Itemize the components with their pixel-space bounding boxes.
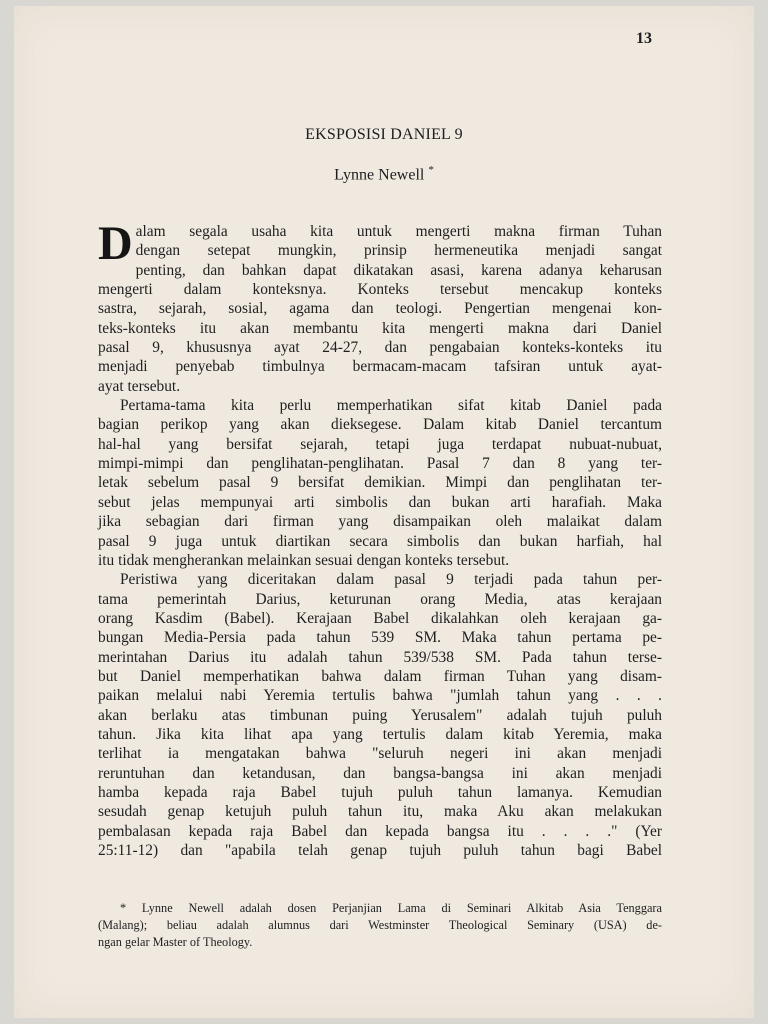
footnote-line: * Lynne Newell adalah dosen Perjanjian Lama di Seminari Alkitab Asia Tenggara bbox=[120, 901, 662, 915]
body-line: terlihat ia mengatakan bahwa "seluruh negeri ini akan menjadi bbox=[98, 745, 662, 763]
body-line: Pertama-tama kita perlu memperhatikan sifat kitab Daniel pada bbox=[120, 397, 662, 415]
body-line: letak sebelum pasal 9 bersifat demikian. Mimpi dan penglihatan ter- bbox=[98, 474, 662, 492]
body-line: teks-konteks itu akan membantu kita mengerti makna dari Daniel bbox=[98, 319, 662, 337]
footnote-marker: * bbox=[428, 164, 434, 176]
article-body bbox=[98, 217, 662, 860]
body-line: jika sebagian dari firman yang disampaikan oleh malaikat dalam bbox=[98, 513, 662, 531]
body-line: menjadi penyebab timbulnya bermacam-macam tafsiran untuk ayat- bbox=[98, 358, 662, 376]
body-line: but Daniel memperhatikan bahwa dalam firman Tuhan yang disam- bbox=[98, 667, 662, 685]
body-line: bungan Media-Persia pada tahun 539 SM. Maka tahun pertama pe- bbox=[98, 629, 662, 647]
body-line: mimpi-mimpi dan penglihatan-penglihatan. Pasal 7 dan 8 yang ter- bbox=[98, 455, 662, 473]
body-line: dengan setepat mungkin, prinsip hermeneutika menjadi sangat bbox=[135, 242, 662, 260]
body-line: 25:11-12) dan "apabila telah genap tujuh puluh tahun bagi Babel bbox=[98, 842, 662, 859]
page-number: 13 bbox=[636, 30, 652, 47]
body-line: tama pemerintah Darius, keturunan orang Media, atas kerajaan bbox=[98, 590, 662, 608]
body-line: hamba kepada raja Babel tujuh puluh tahun lamanya. Kemudian bbox=[98, 783, 662, 801]
body-line: merintahan Darius itu adalah tahun 539/538 SM. Pada tahun terse- bbox=[98, 648, 662, 666]
body-line: mengerti dalam konteksnya. Konteks tersebut mencakup konteks bbox=[98, 281, 662, 299]
body-line: sastra, sejarah, sosial, agama dan teologi. Pengertian mengenai kon- bbox=[98, 300, 662, 318]
body-line: pasal 9 juga untuk diartikan secara simbolis dan bukan harfiah, hal bbox=[98, 532, 662, 550]
drop-cap: D bbox=[98, 217, 133, 270]
body-line: Peristiwa yang diceritakan dalam pasal 9 terjadi pada tahun per- bbox=[120, 571, 662, 589]
author-line bbox=[0, 164, 768, 184]
body-line: sesudah genap ketujuh puluh tahun itu, maka Aku akan melakukan bbox=[98, 803, 662, 821]
footnote bbox=[98, 900, 662, 951]
author-name: Lynne Newell bbox=[334, 166, 425, 184]
body-line: pembalasan kepada raja Babel dan kepada bangsa itu . . . ." (Yer bbox=[98, 822, 662, 840]
footnote-line: (Malang); beliau adalah alumnus dari Westminster Theological Seminary (USA) de- bbox=[98, 918, 662, 932]
body-line: ayat tersebut. bbox=[98, 377, 181, 395]
body-line: penting, dan bahkan dapat dikatakan asasi, karena adanya keharusan bbox=[135, 261, 662, 279]
body-line: itu tidak mengherankan melainkan sesuai dengan konteks tersebut. bbox=[98, 551, 510, 569]
body-line: sebut jelas mempunyai arti simbolis dan bukan arti harafiah. Maka bbox=[98, 493, 662, 511]
body-line: bagian perikop yang akan dieksegese. Dalam kitab Daniel tercantum bbox=[98, 416, 662, 434]
body-line: akan berlaku atas timbunan puing Yerusalem" adalah tujuh puluh bbox=[98, 706, 662, 724]
body-line: tahun. Jika kita lihat apa yang tertulis dalam kitab Yeremia, maka bbox=[98, 725, 662, 743]
body-line: Dalam segala usaha kita untuk mengerti makna firman Tuhan bbox=[98, 217, 662, 270]
body-line: pasal 9, khususnya ayat 24-27, dan pengabaian konteks-konteks itu bbox=[98, 339, 662, 357]
footnote-line: ngan gelar Master of Theology. bbox=[98, 935, 253, 949]
article-title: EKSPOSISI DANIEL 9 bbox=[305, 126, 463, 143]
body-line: paikan melalui nabi Yeremia tertulis bahwa "jumlah tahun yang . . . bbox=[98, 687, 662, 705]
body-line: orang Kasdim (Babel). Kerajaan Babel dikalahkan oleh kerajaan ga- bbox=[98, 609, 662, 627]
body-line: reruntuhan dan ketandusan, dan bangsa-bangsa ini akan menjadi bbox=[98, 764, 662, 782]
body-line: hal-hal yang bersifat sejarah, tetapi juga terdapat nubuat-nubuat, bbox=[98, 435, 662, 453]
